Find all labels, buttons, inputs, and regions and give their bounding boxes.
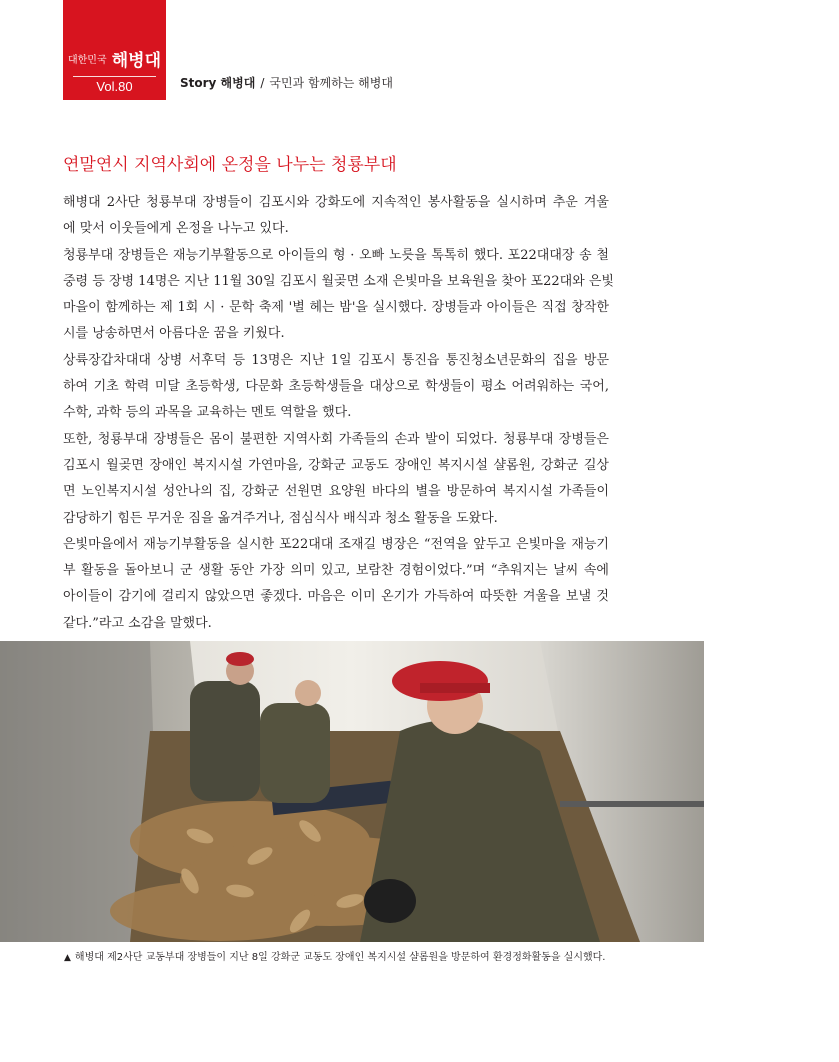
article-line: 또한, 청룡부대 장병들은 몸이 불편한 지역사회 가족들의 손과 발이 되었다. 청룡부대 장병들은: [63, 431, 609, 447]
article-line: 청룡부대 장병들은 재능기부활동으로 아이들의 형 · 오빠 노릇을 톡톡히 했다. 포22대대장 송 철: [63, 247, 609, 263]
article-line: 상륙장갑차대대 상병 서후덕 등 13명은 지난 1일 김포시 통진읍 통진청소년문화의 집을 방문: [63, 352, 609, 368]
badge-divider: [73, 76, 156, 77]
article-photo: [0, 641, 704, 942]
article-line: 면 노인복지시설 성안나의 집, 강화군 선원면 요양원 바다의 별을 방문하여 복지시설 가족들이: [63, 484, 609, 500]
magazine-badge: [63, 0, 166, 100]
article-line: 김포시 월곶면 장애인 복지시설 가연마을, 강화군 교동도 장애인 복지시설 샬롬원, 강화군 길상: [63, 457, 609, 473]
article-line: 마을이 함께하는 제 1회 시 · 문학 축제 '별 헤는 밤'을 실시했다. 장병들과 아이들은 직접 창작한: [63, 300, 609, 316]
article-line: 시를 낭송하면서 아름다운 꿈을 키웠다.: [63, 326, 285, 342]
badge-country: 대한민국: [67, 55, 107, 66]
article-line: 부 활동을 돌아보니 군 생활 동안 가장 의미 있고, 보람찬 경험이었다.”며 “추워지는 날씨 속에: [63, 563, 609, 579]
breadcrumb-separator: /: [260, 76, 265, 90]
article-line: 아이들이 감기에 걸리지 않았으면 좋겠다. 마음은 이미 온기가 가득하여 따뜻한 겨울을 보낼 것: [63, 589, 609, 605]
article-paragraph: [63, 348, 609, 427]
article-line: 수학, 과학 등의 과목을 교육하는 멘토 역할을 했다.: [63, 405, 352, 421]
article-line: 하여 기초 학력 미달 초등학생, 다문화 초등학생들을 대상으로 학생들이 평소 어려워하는 국어,: [63, 379, 609, 395]
article-line: 같다.”라고 소감을 말했다.: [63, 615, 212, 631]
breadcrumb-section: Story 해병대: [180, 76, 256, 90]
article-line: 은빛마을에서 재능기부활동을 실시한 포22대대 조재길 병장은 “전역을 앞두고 은빛마을 재능기: [63, 536, 609, 552]
article-line: 에 맞서 이웃들에게 온정을 나누고 있다.: [63, 221, 289, 237]
breadcrumb: [180, 74, 393, 91]
caption-triangle-icon: ▲: [64, 953, 71, 963]
breadcrumb-subsection: 국민과 함께하는 해병대: [269, 76, 393, 90]
article-paragraph: [63, 532, 609, 637]
article-paragraph: [63, 243, 614, 348]
article-paragraph: [63, 427, 609, 532]
article-line: 감당하기 힘든 무거운 짐을 옮겨주거나, 점심식사 배식과 청소 활동을 도왔다.: [63, 510, 498, 526]
photo-caption-text: 해병대 제2사단 교동부대 장병들이 지난 8일 강화군 교동도 장애인 복지시설 샬롬원을 방문하여 환경정화활동을 실시했다.: [74, 952, 606, 963]
badge-brand: 해병대: [111, 51, 161, 71]
photo-caption: [64, 948, 606, 963]
article-title: 연말연시 지역사회에 온정을 나누는 청룡부대: [63, 155, 397, 175]
magazine-brand: [63, 46, 166, 71]
badge-volume: Vol.80: [96, 79, 133, 94]
article-paragraph: [63, 190, 609, 243]
article-body: [63, 190, 614, 637]
article-line: 중령 등 장병 14명은 지난 11월 30일 김포시 월곶면 소재 은빛마을 보육원을 찾아 포22대와 은빛: [63, 273, 614, 289]
article-line: 해병대 2사단 청룡부대 장병들이 김포시와 강화도에 지속적인 봉사활동을 실시하며 추운 겨울: [63, 195, 609, 210]
volunteers-leaves-photo: [0, 641, 704, 942]
